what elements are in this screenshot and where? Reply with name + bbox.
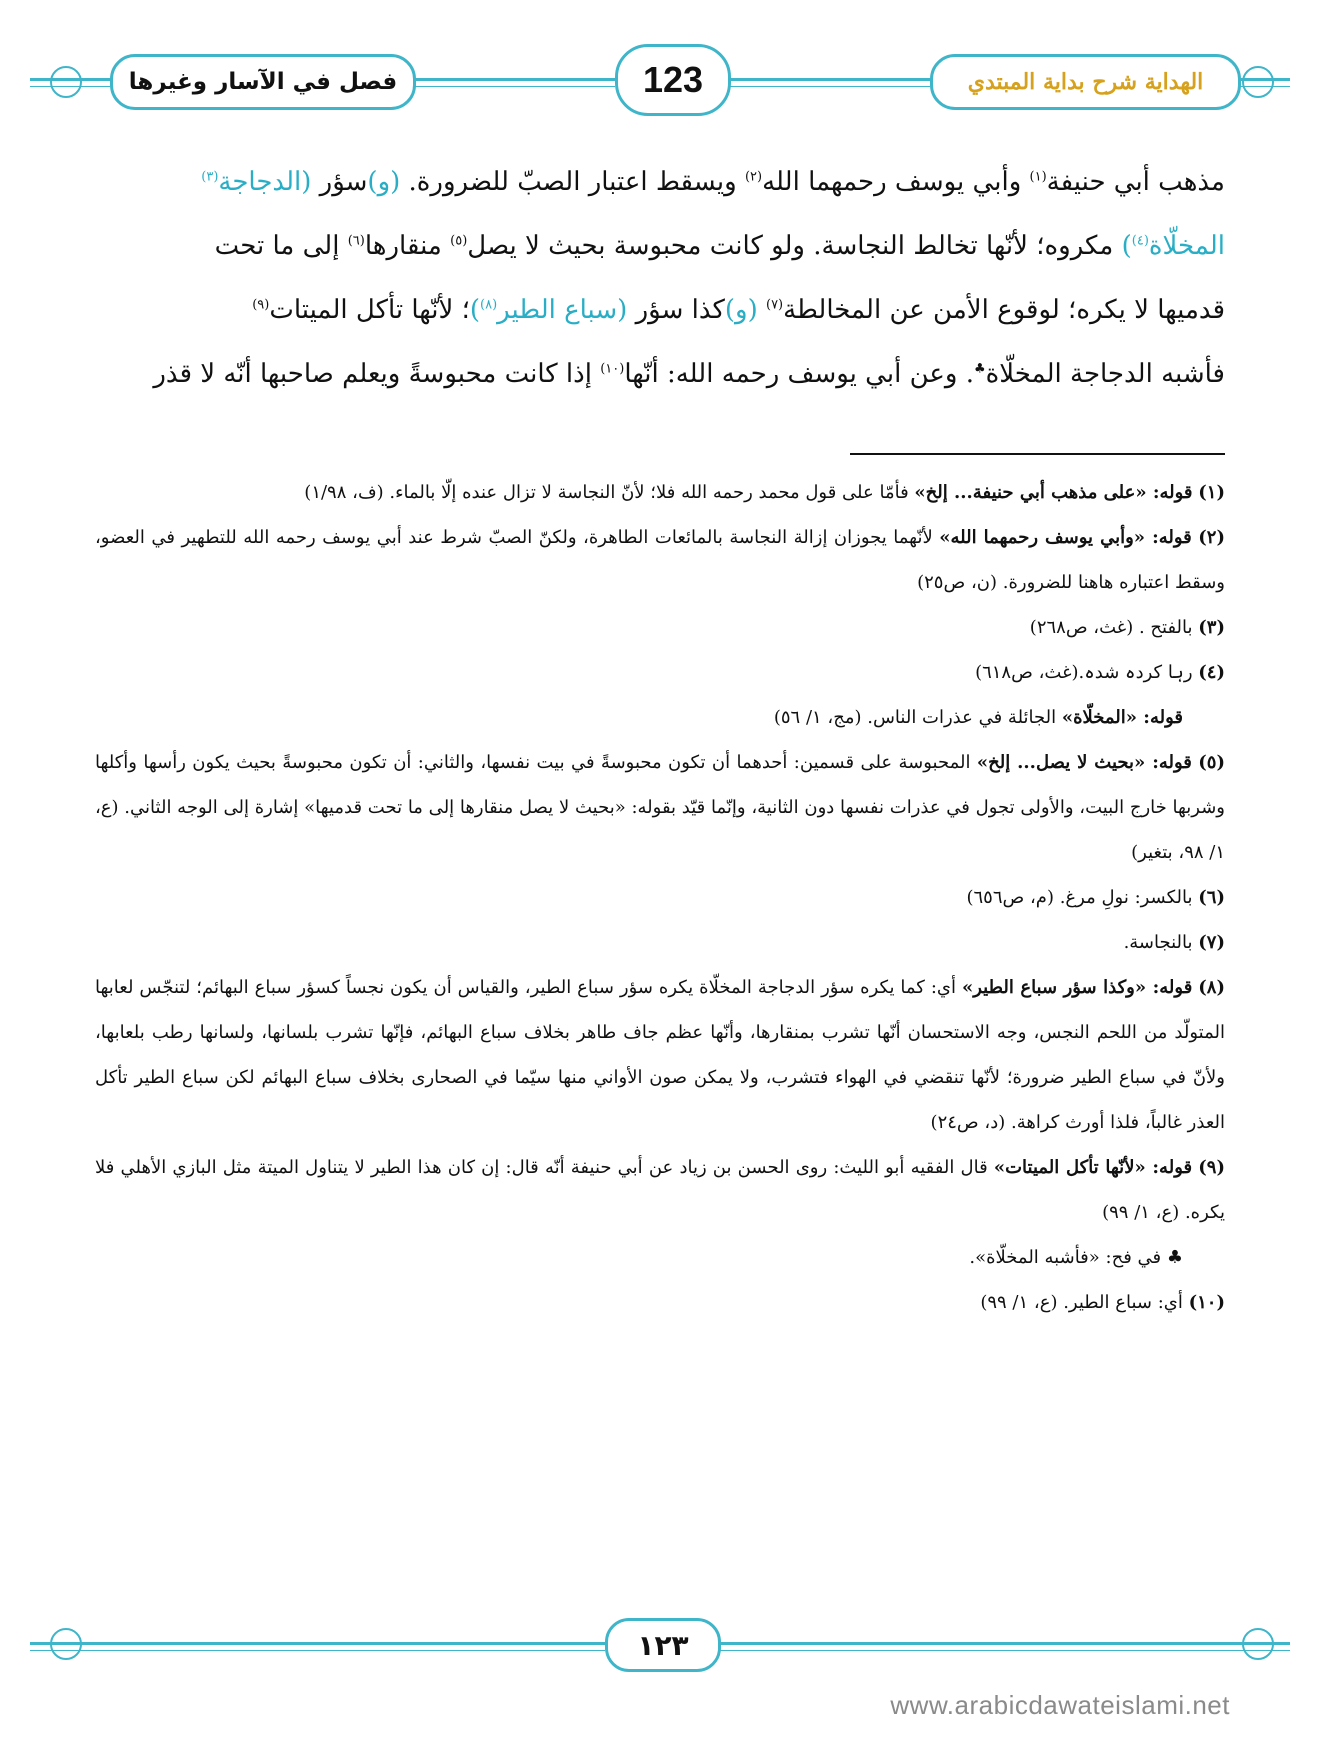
footer-page-number: ١٢٣: [605, 1618, 721, 1672]
footnote-ref[interactable]: (٦): [347, 233, 365, 249]
footnote-text: الجائلة في عذرات الناس. (مج، ١/ ٥٦): [773, 707, 1062, 728]
footnote-text: في فح: «فأشبه المخلّاة».: [969, 1247, 1167, 1268]
footnote-lead: قوله: «وكذا سؤر سباع الطير»: [961, 977, 1193, 998]
footnote: [95, 875, 1225, 920]
text-span: مكروه؛ لأنّها تخالط النجاسة. ولو كانت محبوسة بحيث لا يصل: [467, 231, 1122, 261]
text-span: . وعن أبي يوسف رحمه الله: أنّها: [624, 359, 974, 389]
footnote: [95, 920, 1225, 965]
text-span: ويسقط اعتبار الصبّ للضرورة.: [400, 167, 745, 197]
footnote-ref[interactable]: (٤): [1131, 233, 1149, 249]
matn-highlight: (و): [367, 167, 401, 197]
chapter-title: فصل في الآسار وغيرها: [110, 54, 416, 110]
footnote-number: (٦): [1198, 887, 1225, 908]
text-span: إلى ما تحت: [214, 231, 348, 261]
footnote-divider: [850, 453, 1225, 455]
footnote-text: بالنجاسة.: [1123, 932, 1199, 953]
footer-rule: [30, 1650, 605, 1651]
footnote-ref[interactable]: (٥): [450, 233, 468, 249]
footnote-number: (٨): [1198, 977, 1225, 998]
ornament-icon: [1242, 66, 1274, 98]
book-title: الهداية شرح بداية المبتدي: [930, 54, 1241, 110]
matn-highlight: ): [469, 295, 481, 325]
club-mark-icon: ♣: [973, 361, 986, 377]
header-rule: [725, 86, 930, 87]
text-span: قدميها لا يكره؛ لوقوع الأمن عن المخالطة: [783, 295, 1225, 325]
header-rule: [410, 78, 615, 81]
page-footer: [30, 1612, 1290, 1672]
footnote-number: (٤): [1198, 662, 1225, 683]
footnote-ref[interactable]: (٧): [765, 297, 784, 313]
header-rule: [410, 86, 615, 87]
main-line: [95, 214, 1225, 278]
footnote: [95, 1235, 1225, 1280]
footnote-number: (١): [1198, 482, 1225, 503]
club-mark-icon: ♣: [1166, 1247, 1183, 1268]
footnote-ref[interactable]: (١): [1029, 169, 1047, 185]
main-line: [95, 150, 1225, 214]
footnote-lead: قوله: «على مذهب أبي حنيفة... إلخ»: [914, 482, 1193, 503]
footnote: [95, 515, 1225, 605]
footnote-lead: قوله: «وأبي يوسف رحمهما الله»: [939, 527, 1192, 548]
ornament-icon: [1242, 1628, 1274, 1660]
footnote-ref[interactable]: (٣): [201, 169, 219, 185]
footer-rule: [30, 1642, 605, 1645]
footnote: [95, 650, 1225, 695]
page-number: 123: [615, 44, 731, 116]
footnote-lead: قوله: «المخلّاة»: [1061, 707, 1183, 728]
text-span: فأشبه الدجاجة المخلّاة: [985, 359, 1225, 389]
text-span: منقارها: [364, 231, 451, 261]
ornament-icon: [50, 66, 82, 98]
footer-rule: [715, 1650, 1290, 1651]
matn-highlight: (و): [724, 295, 766, 325]
main-line: [95, 342, 1225, 406]
footnote-lead: قوله: «لأنّها تأكل الميتات»: [993, 1157, 1193, 1178]
website-link[interactable]: www.arabicdawateislami.net: [890, 1690, 1230, 1720]
matn-highlight: (سباع الطير: [497, 295, 628, 325]
text-span: سؤر: [311, 167, 368, 197]
ornament-icon: [50, 1628, 82, 1660]
main-text: [95, 150, 1225, 406]
header-rule: [725, 78, 930, 81]
text-span: وأبي يوسف رحمهما الله: [762, 167, 1030, 197]
footnotes: [95, 470, 1225, 1325]
main-line: [95, 278, 1225, 342]
footnote-number: (٧): [1198, 932, 1225, 953]
footnote-text: بالفتح . (غث، ص٢٦٨): [1029, 617, 1199, 638]
footnote-text: لأنّهما يجوزان إزالة النجاسة بالمائعات الطاهرة، ولكنّ الصبّ شرط عند أبي يوسف رحمه الله للتطهير في العضو، وسقط اعتباره هاهنا للضرورة. (ن، ص٢٥): [95, 527, 1225, 593]
footnote-ref[interactable]: (٨): [480, 297, 498, 313]
footnote-text: بالكسر: نولِ مرغ. (م، ص٦٥٦): [966, 887, 1199, 908]
footnote-number: (١٠): [1188, 1292, 1225, 1313]
footnote-text: المحبوسة على قسمين: أحدهما أن تكون محبوسةً في بيت نفسها، والثاني: أن تكون محبوسةً بحيث يكون رأسها وأكلها وشربها خارج البيت، والأولى تجول في عذرات نفسها دون الثانية، وإنّما قيّد بقوله: «بحيث لا يصل منقارها إلى ما تحت قدميها» إشارة إلى الوجه الثاني. (ع، ١/ ٩٨، بتغير): [95, 752, 1225, 863]
footnote-ref[interactable]: (٢): [744, 169, 763, 185]
footnote-text: أي: كما يكره سؤر الدجاجة المخلّاة يكره سؤر سباع الطير، والقياس أن يكون نجساً كسؤر سباع البهائم؛ لتنجّس لعابها المتولّد من اللحم النجس، وجه الاستحسان أنّها تشرب بمنقارها، وأنّها عظم جاف طاهر بخلاف سباع البهائم، فإنّها تشرب بلسانها، ولسانها رطب بلعابها، ولأنّ في سباع الطير ضرورة؛ لأنّها تنقضي في الهواء فتشرب، ولا يمكن صون الأواني منها سيّما في الصحارى بخلاف سباع البهائم لكن سباع الطير تأكل العذر غالباً، فلذا أورث كراهة. (د، ص٢٤): [95, 977, 1225, 1133]
text-span: مذهب أبي حنيفة: [1046, 167, 1225, 197]
text-span: إذا كانت محبوسةً ويعلم صاحبها أنّه لا قذر: [153, 359, 601, 389]
footnote-ref[interactable]: (١٠): [600, 361, 625, 377]
footnote: [95, 965, 1225, 1145]
text-span: كذا سؤر: [627, 295, 725, 325]
footnote-text: رہا کردہ شدہ.(غث، ص٦١٨): [975, 662, 1199, 683]
footnote: [95, 1145, 1225, 1235]
footnote-number: (٣): [1198, 617, 1225, 638]
footnote: [95, 605, 1225, 650]
footnote: [95, 1280, 1225, 1325]
footnote-number: (٩): [1198, 1157, 1225, 1178]
footnote-number: (٢): [1198, 527, 1225, 548]
footnote: [95, 695, 1225, 740]
footnote-text: فأمّا على قول محمد رحمه الله فلا؛ لأنّ النجاسة لا تزال عنده إلّا بالماء. (ف، ١/٩٨): [304, 482, 915, 503]
text-span: ؛ لأنّها تأكل الميتات: [269, 295, 470, 325]
footnote-number: (٥): [1198, 752, 1225, 773]
footer-rule: [715, 1642, 1290, 1645]
matn-highlight: (الدجاجة: [218, 167, 312, 197]
footnote-text: قال الفقيه أبو الليث: روى الحسن بن زياد عن أبي حنيفة أنّه قال: إن كان هذا الطير لا يتناول الميتة مثل البازي الأهلي فلا يكره. (ع، ١/ ٩٩): [95, 1157, 1225, 1223]
matn-highlight: ): [1121, 231, 1132, 261]
matn-highlight: المخلّاة: [1148, 231, 1225, 261]
footnote-text: أي: سباع الطير. (ع، ١/ ٩٩): [980, 1292, 1189, 1313]
footnote-ref[interactable]: (٩): [252, 297, 270, 313]
footnote: [95, 470, 1225, 515]
footnote-lead: قوله: «بحيث لا يصل... إلخ»: [976, 752, 1192, 773]
footnote: [95, 740, 1225, 875]
page-header: [30, 40, 1290, 120]
